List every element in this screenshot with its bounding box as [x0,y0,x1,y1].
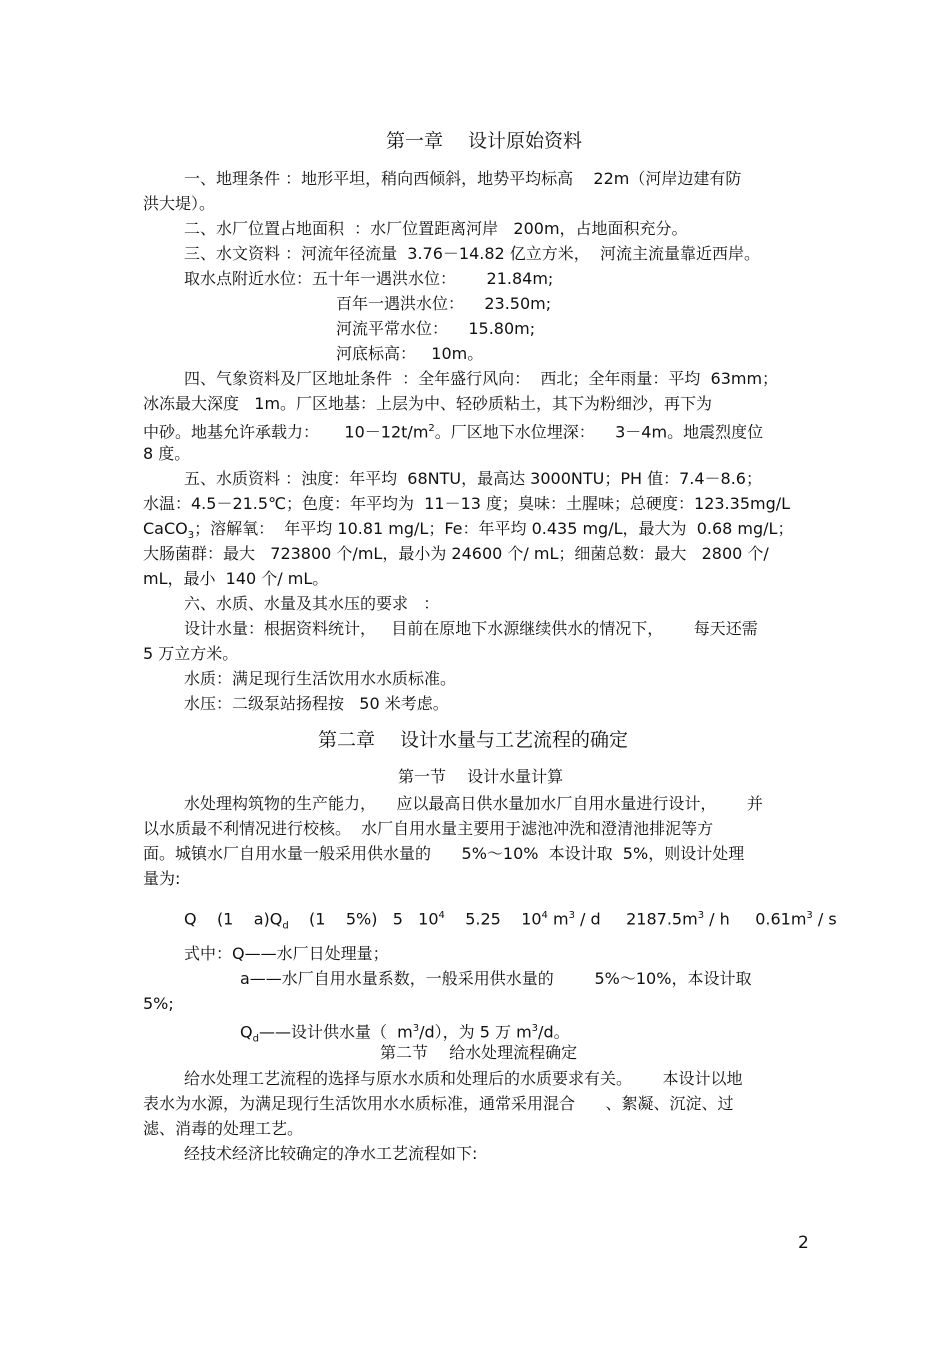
formula-part: / d 2187.5m [574,909,698,929]
paragraph-quality-line-4: 大肠菌群：最大 723800 个/mL，最小为 24600 个/ mL；细菌总数：最大 2800 个/ [143,544,769,563]
chapter-2-title: 第二章 设计水量与工艺流程的确定 [318,729,629,751]
paragraph-hydrology: 三、水文资料 ：河流年径流量 3.76－14.82 亿立方米， 河流主流量靠近西岸。 [184,244,760,263]
water-level-50yr: 取水点附近水位：五十年一遇洪水位： 21.84m; [184,269,554,288]
formula-superscript: 3 [806,910,813,921]
design-volume-line-1: 设计水量：根据资料统计， 目前在原地下水源继续供水的情况下， 每天还需 [184,619,758,638]
paragraph-climate-line-1: 四、气象资料及厂区地址条件 ：全年盛行风向： 西北；全年雨量：平均 63mm； [184,369,779,388]
where-line-2: a——水厂自用水量系数，一般采用供水量的 5%～10%，本设计取 [240,969,752,988]
caco-text: CaCO [143,519,188,538]
superscript: 2 [428,423,435,434]
dissolved-oxygen-text: ；溶解氧： 年平均 10.81 mg/L；Fe：年平均 0.435 mg/L，最大为 0.68 mg/L； [194,519,794,538]
formula-part: / h 0.61m [704,909,807,929]
formula-superscript: 4 [438,910,445,921]
design-volume-line-2: 5 万立方米。 [143,644,239,663]
section-2-paragraph-line-2: 表水为水源，为满足现行生活饮用水水质标准，通常采用混合 、絮凝、沉淀、过 [143,1094,734,1113]
formula-subscript: d [282,920,289,932]
formula-part: Q (1 a)Q [184,909,283,929]
section-1-paragraph-line-3: 面。城镇水厂自用水量一般采用供水量的 5%～10% 本设计取 5%，则设计处理 [143,844,745,863]
qd-part: Q [240,1022,253,1042]
paragraph-quality-line-5: mL，最小 140 个/ mL。 [143,569,329,588]
where-line-3: 5%; [143,994,174,1013]
chapter-1-title: 第一章 设计原始资料 [386,130,583,152]
section-1-paragraph-line-4: 量为: [143,869,181,888]
formula-part: m [547,909,569,929]
qd-superscript: 3 [412,1023,420,1034]
paragraph-climate-line-2: 冰冻最大深度 1m。厂区地基：上层为中、轻砂质粘土，其下为粉细沙，再下为 [143,394,713,413]
paragraph-requirements: 六、水质、水量及其水压的要求 ： [184,594,440,613]
formula-superscript: 3 [568,910,575,921]
water-quality-line: 水质：满足现行生活饮用水水质标准。 [184,669,457,688]
section-1-paragraph-line-2: 以水质最不利情况进行校核。 水厂自用水量主要用于滤池冲洗和澄清池排泥等方 [143,819,714,838]
water-level-normal: 河流平常水位： 15.80m; [336,319,536,338]
qd-subscript: d [252,1033,259,1045]
qd-part: /d），为 5 万 m [419,1022,532,1042]
bearing-capacity-text: 中砂。地基允许承载力： 10－12t/m [143,422,429,442]
paragraph-plant-location: 二、水厂位置占地面积 ：水厂位置距离河岸 200m，占地面积充分。 [184,219,688,238]
qd-part: /d。 [538,1022,570,1042]
paragraph-climate-line-3 [143,418,763,443]
design-flow-formula [184,905,837,938]
section-1-title: 第一节 设计水量计算 [398,767,564,786]
formula-part: 5.25 10 [444,909,542,929]
water-level-100yr: 百年一遇洪水位： 23.50m; [336,294,552,313]
section-2-paragraph-line-3: 滤、消毒的处理工艺。 [143,1119,304,1138]
formula-part: (1 5%) 5 10 [288,909,439,929]
riverbed-elevation: 河底标高： 10m。 [336,344,484,363]
page-number: 2 [798,1233,809,1253]
paragraph-quality-line-1: 五、水质资料 ：浊度：年平均 68NTU，最高达 3000NTU；PH 值：7.4－8.6； [184,469,762,488]
paragraph-climate-line-4: 8 度。 [143,444,191,463]
section-1-paragraph-line-1: 水处理构筑物的生产能力， 应以最高日供水量加水厂自用水量进行设计， 并 [184,794,763,813]
section-2-paragraph-line-1: 给水处理工艺流程的选择与原水水质和处理后的水质要求有关。 本设计以地 [184,1069,743,1088]
formula-superscript: 4 [541,910,548,921]
formula-part: / s [812,909,837,929]
subscript: 3 [187,530,195,542]
formula-superscript: 3 [697,910,705,921]
paragraph-geology-line-2: 洪大堤）。 [143,194,216,213]
groundwater-text: 。厂区地下水位埋深： 3－4m。地震烈度位 [434,422,764,442]
qd-part: ——设计供水量（ m [258,1022,413,1042]
section-2-title: 第二节 给水处理流程确定 [380,1043,578,1062]
paragraph-geology-line-1: 一、地理条件 ：地形平坦，稍向西倾斜，地势平均标高 22m（河岸边建有防 [184,169,742,188]
paragraph-quality-line-2: 水温：4.5－21.5℃；色度：年平均为 11－13 度；臭味：土腥味；总硬度：123.35mg/L [143,494,791,513]
section-2-paragraph-line-4: 经技术经济比较确定的净水工艺流程如下: [184,1144,478,1163]
qd-superscript: 3 [531,1023,539,1034]
water-pressure-line: 水压：二级泵站扬程按 50 米考虑。 [184,694,449,713]
where-line-1: 式中：Q——水厂日处理量； [184,944,389,963]
